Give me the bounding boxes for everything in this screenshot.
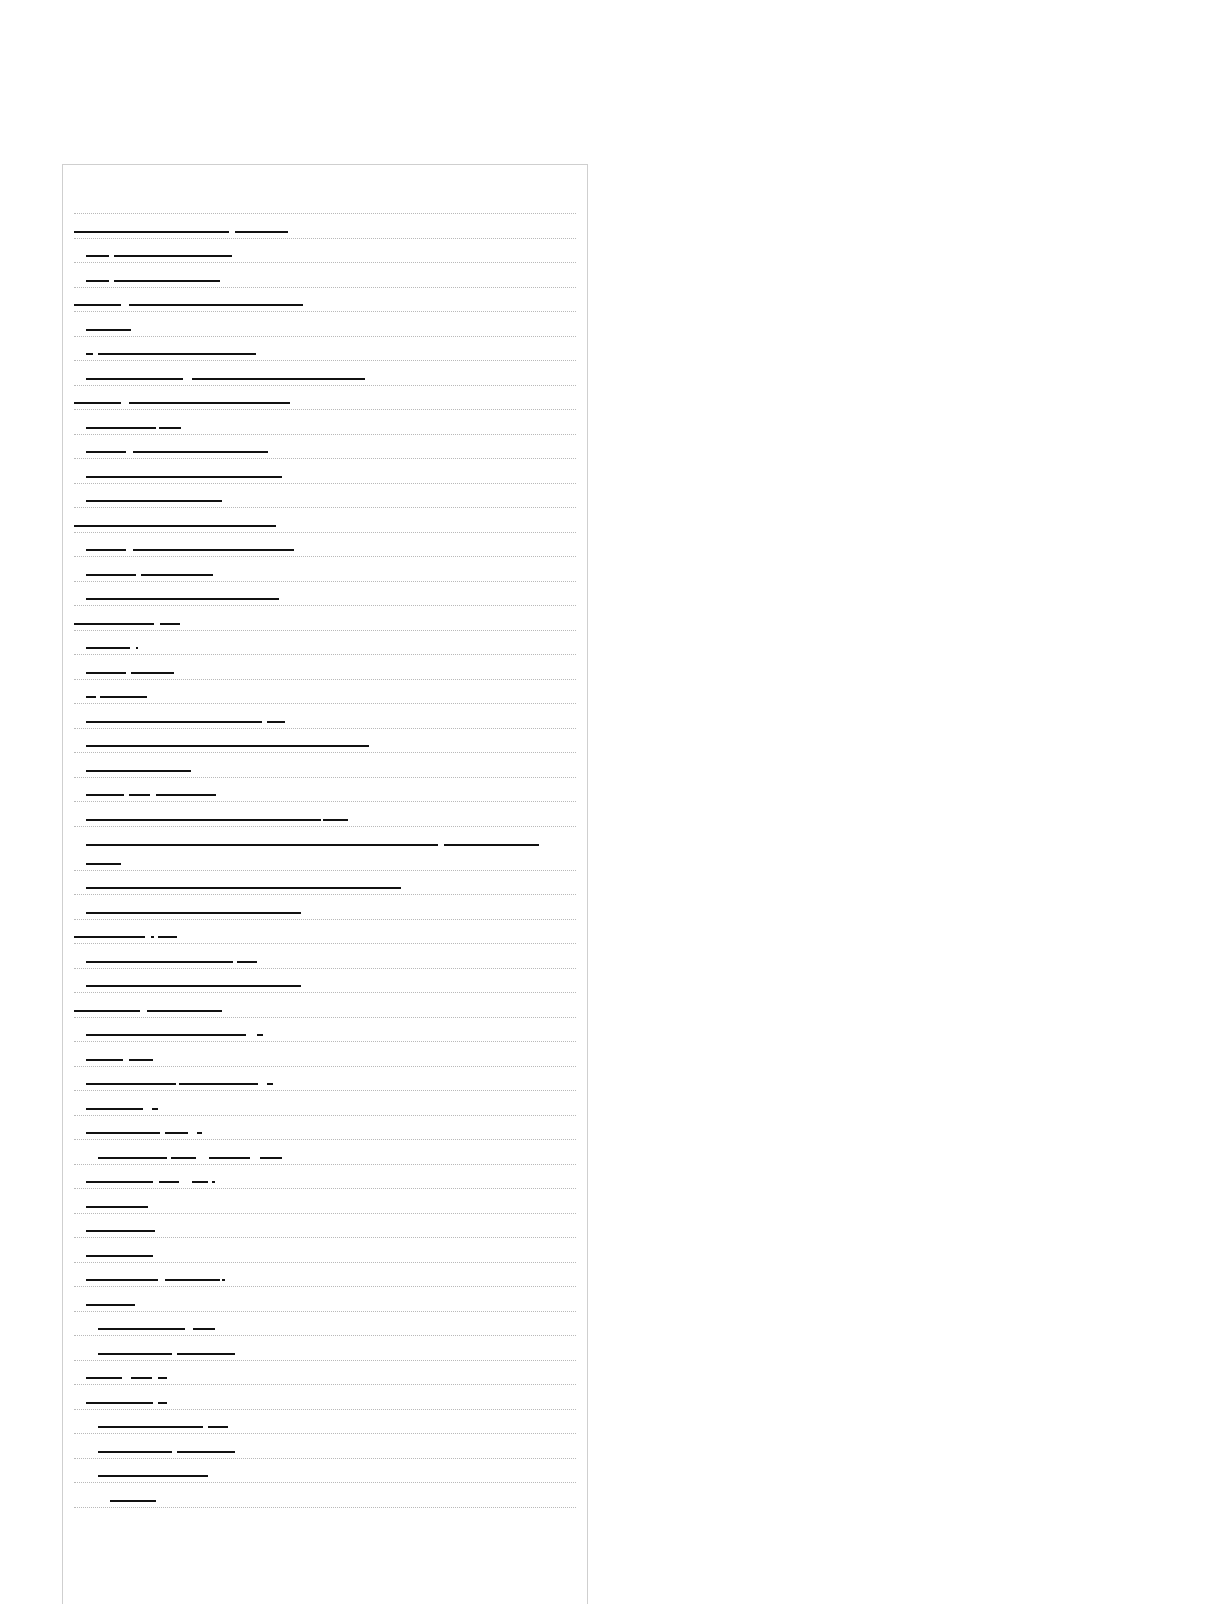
redacted-text-bar xyxy=(171,1157,196,1159)
redacted-text-bar xyxy=(267,721,285,723)
toc-entry[interactable] xyxy=(74,312,576,337)
toc-entry[interactable] xyxy=(74,288,576,313)
redacted-text-bar xyxy=(177,1353,233,1355)
toc-entry[interactable] xyxy=(74,993,576,1018)
toc-entry[interactable] xyxy=(74,895,576,920)
redacted-text-bar xyxy=(444,844,539,846)
toc-entry[interactable] xyxy=(74,1042,576,1067)
toc-entry[interactable] xyxy=(74,533,576,558)
redacted-text-bar xyxy=(147,1010,222,1012)
redacted-text-bar xyxy=(235,231,288,233)
toc-entry[interactable] xyxy=(74,778,576,803)
redacted-text-bar xyxy=(131,672,174,674)
redacted-text-bar xyxy=(86,863,121,865)
redacted-text-bar xyxy=(136,647,138,649)
toc-entry[interactable] xyxy=(74,1459,576,1484)
redacted-text-bar xyxy=(86,961,233,963)
redacted-text-bar xyxy=(86,770,191,772)
toc-entry[interactable] xyxy=(74,1214,576,1239)
toc-entry[interactable] xyxy=(74,484,576,509)
redacted-text-bar xyxy=(98,1157,167,1159)
redacted-text-bar xyxy=(209,1157,250,1159)
toc-entry[interactable] xyxy=(74,655,576,680)
toc-entry[interactable] xyxy=(74,1361,576,1386)
redacted-text-bar xyxy=(86,985,301,987)
table-of-contents-panel xyxy=(62,164,588,1604)
redacted-text-bar xyxy=(257,1034,263,1036)
toc-entry[interactable] xyxy=(74,1116,576,1141)
redacted-text-bar xyxy=(197,1132,202,1134)
redacted-text-bar xyxy=(323,819,348,821)
redacted-text-bar xyxy=(98,1451,172,1453)
redacted-text-bar xyxy=(86,378,183,380)
redacted-text-bar xyxy=(232,1353,235,1355)
redacted-text-bar xyxy=(156,794,216,796)
redacted-text-bar xyxy=(114,280,220,282)
toc-entry[interactable] xyxy=(74,1165,576,1190)
toc-entry[interactable] xyxy=(74,729,576,754)
redacted-text-bar xyxy=(86,427,156,429)
redacted-text-bar xyxy=(86,500,222,502)
toc-entry[interactable] xyxy=(74,1018,576,1043)
redacted-text-bar xyxy=(86,1402,153,1404)
toc-entry[interactable] xyxy=(74,680,576,705)
redacted-text-bar xyxy=(165,1279,220,1281)
redacted-text-bar xyxy=(133,451,268,453)
redacted-text-bar xyxy=(141,574,213,576)
toc-entry[interactable] xyxy=(74,1410,576,1435)
redacted-text-bar xyxy=(193,1328,215,1330)
toc-entry[interactable] xyxy=(74,582,576,607)
redacted-text-bar xyxy=(86,647,130,649)
toc-list xyxy=(74,213,576,1508)
toc-entry[interactable] xyxy=(74,1140,576,1165)
redacted-text-bar xyxy=(98,1426,203,1428)
redacted-text-bar xyxy=(74,1010,140,1012)
redacted-text-bar xyxy=(110,1500,156,1502)
redacted-text-bar xyxy=(133,549,294,551)
toc-entry[interactable] xyxy=(74,631,576,656)
redacted-text-bar xyxy=(86,1377,122,1379)
toc-entry[interactable] xyxy=(74,1336,576,1361)
redacted-text-bar xyxy=(159,1181,179,1184)
redacted-text-bar xyxy=(86,1206,148,1208)
toc-entry[interactable] xyxy=(74,410,576,435)
toc-entry[interactable] xyxy=(74,1287,576,1312)
redacted-text-bar xyxy=(86,696,96,698)
redacted-text-bar xyxy=(86,887,401,889)
redacted-text-bar xyxy=(158,1377,167,1379)
toc-entry[interactable] xyxy=(74,606,576,631)
redacted-text-bar xyxy=(159,427,181,429)
redacted-text-bar xyxy=(74,304,121,306)
toc-entry[interactable] xyxy=(74,1483,576,1508)
redacted-text-bar xyxy=(158,936,177,938)
toc-entry[interactable] xyxy=(74,263,576,288)
toc-entry[interactable] xyxy=(74,827,576,871)
redacted-text-bar xyxy=(86,844,438,846)
redacted-text-bar xyxy=(86,1279,158,1281)
toc-entry[interactable] xyxy=(74,1434,576,1459)
redacted-text-bar xyxy=(158,1402,167,1404)
toc-entry[interactable] xyxy=(74,1091,576,1116)
redacted-text-bar xyxy=(222,1279,225,1281)
toc-entry[interactable] xyxy=(74,802,576,827)
redacted-text-bar xyxy=(86,721,262,723)
toc-entry[interactable] xyxy=(74,1189,576,1214)
redacted-text-bar xyxy=(129,794,150,796)
redacted-text-bar xyxy=(86,598,279,600)
redacted-text-bar xyxy=(86,912,301,914)
redacted-text-bar xyxy=(129,1059,153,1061)
redacted-text-bar xyxy=(192,1181,208,1184)
redacted-text-bar xyxy=(86,1230,155,1232)
redacted-text-bar xyxy=(74,936,145,938)
redacted-text-bar xyxy=(86,745,369,747)
toc-entry[interactable] xyxy=(74,1263,576,1288)
redacted-text-bar xyxy=(86,255,109,257)
redacted-text-bar xyxy=(114,255,232,257)
redacted-text-bar xyxy=(151,936,154,938)
redacted-text-bar xyxy=(74,525,276,527)
redacted-text-bar xyxy=(86,1181,153,1184)
redacted-text-bar xyxy=(86,1108,143,1110)
toc-entry[interactable] xyxy=(74,920,576,945)
redacted-text-bar xyxy=(98,1328,185,1330)
toc-entry[interactable] xyxy=(74,871,576,896)
toc-entry[interactable] xyxy=(74,753,576,778)
redacted-text-bar xyxy=(267,1083,273,1085)
toc-entry[interactable] xyxy=(74,969,576,994)
redacted-text-bar xyxy=(86,574,136,576)
redacted-text-bar xyxy=(86,794,124,796)
toc-entry[interactable] xyxy=(74,1067,576,1092)
redacted-text-bar xyxy=(192,378,365,380)
redacted-text-bar xyxy=(86,476,282,478)
redacted-text-bar xyxy=(74,402,121,404)
redacted-text-bar xyxy=(100,696,147,698)
redacted-text-bar xyxy=(86,1132,160,1134)
redacted-text-bar xyxy=(232,1451,235,1453)
redacted-text-bar xyxy=(86,1034,246,1036)
redacted-text-bar xyxy=(86,1255,153,1257)
toc-entry[interactable] xyxy=(74,1312,576,1337)
toc-entry[interactable] xyxy=(74,239,576,264)
redacted-text-bar xyxy=(86,549,126,551)
redacted-text-bar xyxy=(237,961,257,963)
redacted-text-bar xyxy=(86,329,131,331)
redacted-text-bar xyxy=(86,451,126,453)
redacted-text-bar xyxy=(129,304,303,306)
toc-entry[interactable] xyxy=(74,435,576,460)
toc-entry[interactable] xyxy=(74,1385,576,1410)
toc-entry[interactable] xyxy=(74,459,576,484)
redacted-text-bar xyxy=(86,353,93,355)
redacted-text-bar xyxy=(86,819,321,821)
redacted-text-bar xyxy=(98,1475,208,1477)
redacted-text-bar xyxy=(98,1353,172,1355)
toc-entry[interactable] xyxy=(74,1238,576,1263)
redacted-text-bar xyxy=(86,1304,135,1306)
redacted-text-bar xyxy=(129,402,290,404)
redacted-text-bar xyxy=(260,1157,282,1159)
redacted-text-bar xyxy=(74,623,154,625)
toc-entry[interactable] xyxy=(74,508,576,533)
redacted-text-bar xyxy=(131,1377,152,1379)
redacted-text-bar xyxy=(179,1083,258,1085)
toc-entry[interactable] xyxy=(74,361,576,386)
redacted-text-bar xyxy=(74,231,229,233)
toc-entry[interactable] xyxy=(74,337,576,362)
redacted-text-bar xyxy=(86,1083,176,1085)
toc-entry[interactable] xyxy=(74,557,576,582)
redacted-text-bar xyxy=(177,1451,232,1453)
redacted-text-bar xyxy=(208,1426,228,1428)
redacted-text-bar xyxy=(86,280,109,282)
redacted-text-bar xyxy=(212,1181,215,1184)
toc-entry[interactable] xyxy=(74,944,576,969)
redacted-text-bar xyxy=(98,353,256,355)
redacted-text-bar xyxy=(165,1132,188,1134)
redacted-text-bar xyxy=(86,672,126,674)
toc-entry[interactable] xyxy=(74,704,576,729)
redacted-text-bar xyxy=(160,623,180,625)
toc-entry[interactable] xyxy=(74,386,576,411)
redacted-text-bar xyxy=(152,1108,158,1110)
toc-entry[interactable] xyxy=(74,214,576,239)
redacted-text-bar xyxy=(86,1059,123,1061)
